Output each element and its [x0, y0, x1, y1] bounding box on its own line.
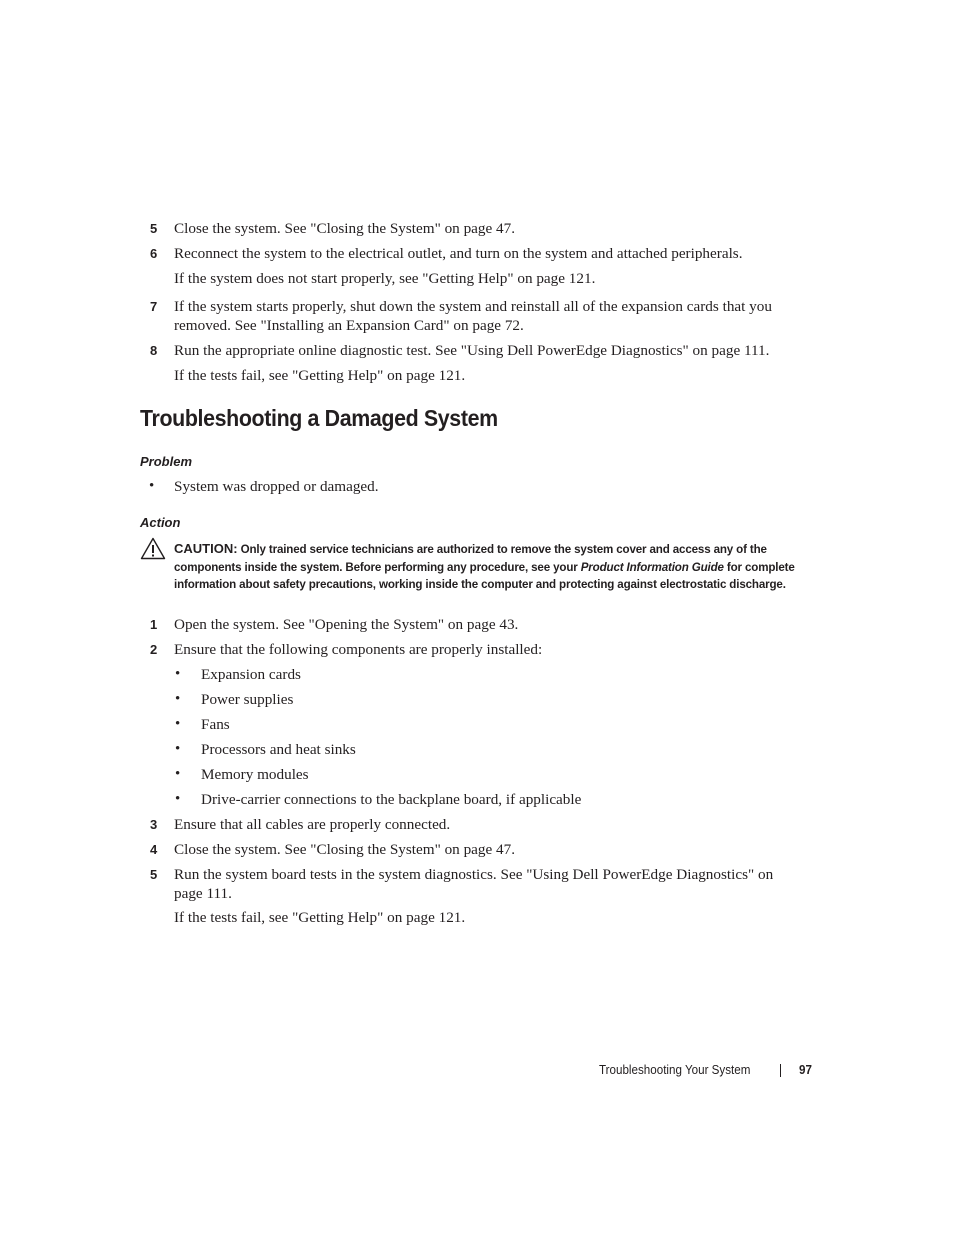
list-item: Drive-carrier connections to the backplane board, if applicable	[201, 791, 582, 808]
step-text: page 111.	[174, 885, 232, 902]
list-item: Fans	[201, 716, 230, 733]
step-number: 7	[150, 299, 158, 314]
step-text: Ensure that the following components are properly installed:	[174, 641, 543, 658]
caution-body: Only trained service technicians are authorized to remove the system cover and access any of the components inside the system. Before performing any procedure, see your	[174, 543, 767, 574]
step-number: 2	[150, 642, 158, 657]
step-text: Ensure that all cables are properly connected.	[174, 816, 451, 833]
list-item: Power supplies	[201, 691, 294, 708]
list-item: Processors and heat sinks	[201, 741, 356, 758]
bullet: •	[175, 766, 181, 782]
bullet: •	[175, 691, 181, 707]
footer-divider	[780, 1064, 781, 1077]
step-number: 1	[150, 617, 158, 632]
problem-text: System was dropped or damaged.	[174, 478, 379, 495]
step-text: Open the system. See "Opening the System" on page 43.	[174, 616, 519, 633]
bullet: •	[175, 791, 181, 807]
caution-emphasis: Product Information Guide	[580, 560, 724, 574]
step-note: If the tests fail, see "Getting Help" on page 121.	[174, 367, 466, 384]
bullet: •	[149, 478, 155, 494]
step-text: removed. See "Installing an Expansion Card" on page 72.	[174, 317, 524, 334]
step-text: Run the appropriate online diagnostic test. See "Using Dell PowerEdge Diagnostics" on page 111.	[174, 342, 770, 359]
step-number: 4	[150, 842, 158, 857]
caution-label: CAUTION:	[174, 541, 238, 556]
step-number: 8	[150, 343, 158, 358]
step-note: If the system does not start properly, see "Getting Help" on page 121.	[174, 270, 596, 287]
warning-triangle-icon	[140, 537, 166, 560]
bullet: •	[175, 741, 181, 757]
section-title: Troubleshooting a Damaged System	[140, 405, 498, 431]
step-text: Close the system. See "Closing the System" on page 47.	[174, 841, 516, 858]
step-text: Run the system board tests in the system diagnostics. See "Using Dell PowerEdge Diagnostics" on	[174, 866, 774, 883]
action-heading: Action	[140, 515, 181, 530]
bullet: •	[175, 666, 181, 682]
step-text: Close the system. See "Closing the System" on page 47.	[174, 220, 516, 237]
list-item: Expansion cards	[201, 666, 301, 683]
page-number: 97	[799, 1063, 812, 1077]
step-number: 3	[150, 817, 158, 832]
step-number: 6	[150, 246, 158, 261]
list-item: Memory modules	[201, 766, 309, 783]
step-note: If the tests fail, see "Getting Help" on page 121.	[174, 909, 466, 926]
caution-body: for complete information about safety precautions, working inside the computer and protecting against electrostatic discharge.	[174, 560, 795, 591]
problem-heading: Problem	[140, 454, 193, 469]
bullet: •	[175, 716, 181, 732]
caution-text	[174, 540, 814, 594]
step-number: 5	[150, 867, 158, 882]
step-text: If the system starts properly, shut down the system and reinstall all of the expansion cards that you	[174, 298, 772, 315]
footer-chapter: Troubleshooting Your System	[599, 1063, 751, 1077]
step-number: 5	[150, 221, 158, 236]
step-text: Reconnect the system to the electrical outlet, and turn on the system and attached peripherals.	[174, 245, 743, 262]
